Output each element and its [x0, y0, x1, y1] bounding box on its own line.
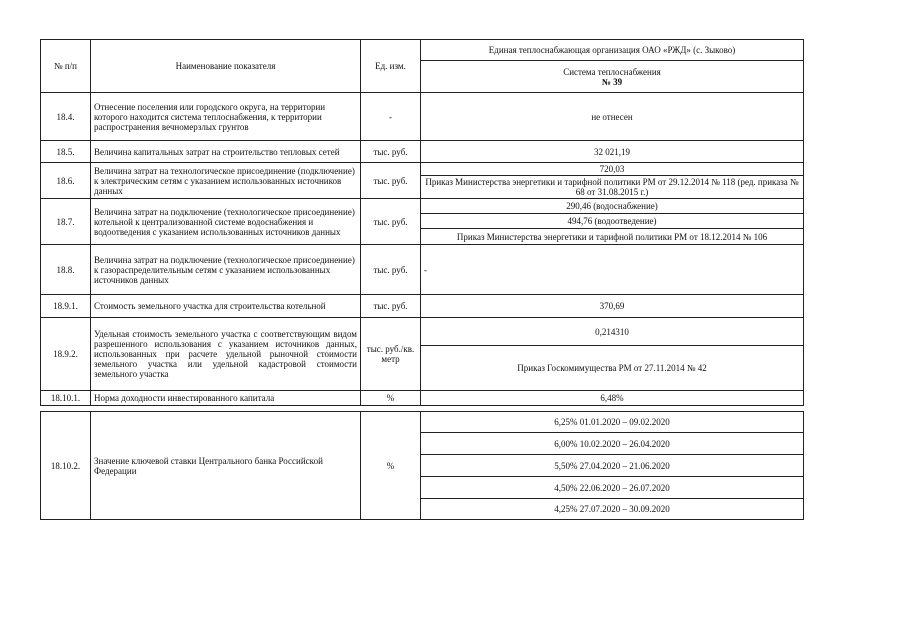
row-name: Величина затрат на подключение (технологическое присоединение) котельной к централизованной системе водоснабжения и водоотведения с указанием использованных источников данных — [91, 199, 361, 245]
header-system-label: Система теплоснабжения — [563, 66, 661, 77]
row-num: 18.5. — [41, 141, 91, 163]
header-org: Единая теплоснабжающая организация ОАО «РЖД» (с. Зыково) — [421, 40, 804, 61]
key-rate-period: 6,25% 01.01.2020 – 09.02.2020 — [421, 412, 804, 433]
row-unit: тыс. руб. — [361, 199, 421, 245]
table-row — [41, 391, 804, 406]
row-source: Приказ Министерства энергетики и тарифной политики РМ от 29.12.2014 № 118 (ред. приказа № 68 от 31.08.2015 г.) — [421, 176, 804, 199]
row-unit: тыс. руб. — [361, 141, 421, 163]
table-row — [41, 93, 804, 141]
row-unit: - — [361, 93, 421, 141]
row-unit: тыс. руб./кв. метр — [361, 318, 421, 391]
table-row — [41, 141, 804, 163]
table-row — [41, 199, 804, 214]
tariff-table-sheet — [40, 39, 803, 520]
table-row — [41, 412, 804, 433]
row-value: 720,03 — [421, 163, 804, 176]
row-num: 18.4. — [41, 93, 91, 141]
table-row — [41, 245, 804, 295]
row-num: 18.10.1. — [41, 391, 91, 406]
row-source: Приказ Госкомимущества РМ от 27.11.2014 № 42 — [421, 346, 804, 391]
row-name: Значение ключевой ставки Центрального банка Российской Федерации — [91, 412, 361, 520]
table-row — [41, 163, 804, 176]
row-name: Стоимость земельного участка для строительства котельной — [91, 295, 361, 318]
row-value: 370,69 — [421, 295, 804, 318]
row-num: 18.9.1. — [41, 295, 91, 318]
row-num: 18.9.2. — [41, 318, 91, 391]
row-source: Приказ Министерства энергетики и тарифной политики РМ от 18.12.2014 № 106 — [421, 229, 804, 245]
row-unit: % — [361, 391, 421, 406]
row-name: Величина затрат на подключение (технологическое присоединение) к газораспределительным сетям с указанием использованных источников данных — [91, 245, 361, 295]
key-rate-period: 6,00% 10.02.2020 – 26.04.2020 — [421, 433, 804, 455]
row-name: Величина затрат на технологическое присоединение (подключение) к электрическим сетям с указанием использованных источников данных — [91, 163, 361, 199]
row-num: 18.8. — [41, 245, 91, 295]
row-unit: тыс. руб. — [361, 295, 421, 318]
row-name: Величина капитальных затрат на строительство тепловых сетей — [91, 141, 361, 163]
row-name: Отнесение поселения или городского округа, на территории которого находится система теплоснабжения, к территории распространения вечномерзлых грунтов — [91, 93, 361, 141]
row-name: Норма доходности инвестированного капитала — [91, 391, 361, 406]
table-row — [41, 318, 804, 346]
row-unit: % — [361, 412, 421, 520]
row-value: 6,48% — [421, 391, 804, 406]
table-row — [41, 295, 804, 318]
row-value-water-disposal: 494,76 (водоотведение) — [421, 214, 804, 229]
header-num: № п/п — [41, 40, 91, 93]
key-rate-period: 5,50% 27.04.2020 – 21.06.2020 — [421, 455, 804, 477]
header-unit: Ед. изм. — [361, 40, 421, 93]
header-system — [421, 61, 804, 93]
header-system-number: № 39 — [601, 76, 623, 87]
key-rate-period: 4,25% 27.07.2020 – 30.09.2020 — [421, 499, 804, 520]
row-num: 18.10.2. — [41, 412, 91, 520]
row-unit: тыс. руб. — [361, 245, 421, 295]
row-unit: тыс. руб. — [361, 163, 421, 199]
row-value: 0,214310 — [421, 318, 804, 346]
row-name: Удельная стоимость земельного участка с соответствующим видом разрешенного использования с указанием источников данных, использованных при расчете удельной рыночной стоимости земельного участка или удельной кадастровой стоимости земельного участка — [91, 318, 361, 391]
key-rate-period: 4,50% 22.06.2020 – 26.07.2020 — [421, 477, 804, 499]
row-value: не отнесен — [421, 93, 804, 141]
indicators-table — [40, 39, 804, 520]
header-row — [41, 40, 804, 61]
row-value: - — [421, 245, 804, 295]
row-value-water-supply: 290,46 (водоснабжение) — [421, 199, 804, 214]
row-value: 32 021,19 — [421, 141, 804, 163]
row-num: 18.6. — [41, 163, 91, 199]
row-num: 18.7. — [41, 199, 91, 245]
header-name: Наименование показателя — [91, 40, 361, 93]
